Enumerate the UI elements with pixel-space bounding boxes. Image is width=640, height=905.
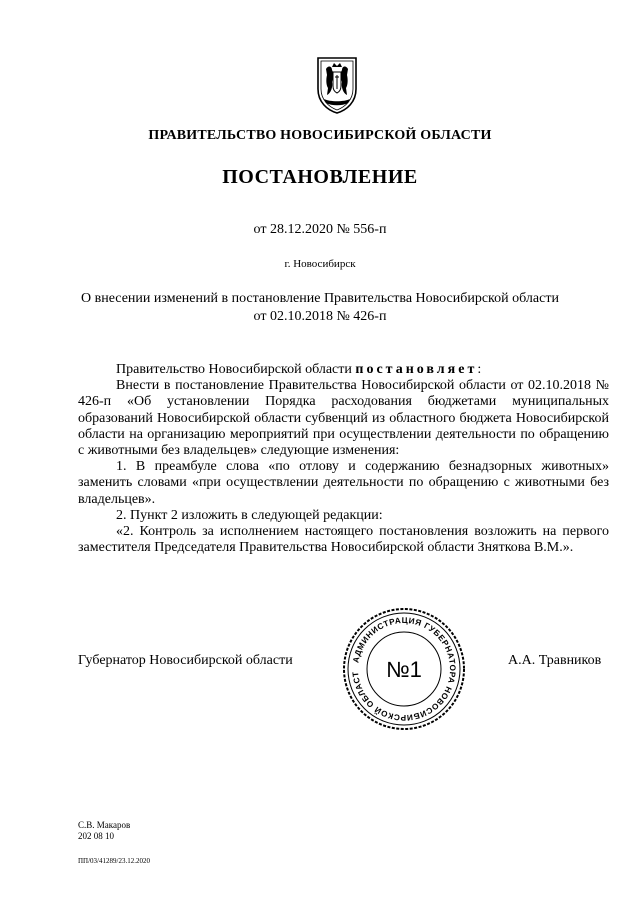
paragraph-item-2: 2. Пункт 2 изложить в следующей редакции:	[116, 507, 383, 523]
intro-paragraph	[78, 362, 609, 378]
executor-name: С.В. Макаров	[78, 820, 131, 830]
signatory-title: Губернатор Новосибирской области	[78, 653, 293, 668]
paragraph-amendment: Внести в постановление Правительства Новосибирской области от 02.10.2018 № 426-п «Об установлении Порядка расходования бюджетами муниципальных образований Новосибирской области субвенций из областного бюджета Новосибирской области на организацию мероприятий при осуществлении деятельности по обращению с животными без владельцев» следующие изменения:	[78, 378, 609, 459]
document-body	[78, 362, 609, 556]
city-label: г. Новосибирск	[284, 258, 356, 270]
executor-phone: 202 08 10	[78, 831, 114, 841]
intro-colon: :	[477, 362, 482, 377]
subject-line-2: от 02.10.2018 № 426-п	[253, 309, 387, 324]
signatory-name: А.А. Травников	[508, 653, 602, 668]
paragraph-item-1: 1. В преамбуле слова «по отлову и содержанию безнадзорных животных» заменить словами «при осуществлении деятельности по обращению с животными без владельцев».	[78, 459, 609, 507]
date-and-number: от 28.12.2020 № 556-п	[253, 222, 387, 237]
stamp-ring-text: АДМИНИСТРАЦИЯ ГУБЕРНАТОРА НОВОСИБИРСКОЙ ОБЛАСТ	[350, 615, 458, 723]
official-stamp	[340, 605, 468, 733]
document-type-title: ПОСТАНОВЛЕНИЕ	[222, 166, 418, 188]
organization-title: ПРАВИТЕЛЬСТВО НОВОСИБИРСКОЙ ОБЛАСТИ	[148, 128, 492, 143]
executor-info	[78, 820, 130, 842]
paragraph-new-item-2: «2. Контроль за исполнением настоящего постановления возложить на первого заместителя Председателя Правительства Новосибирской области Зняткова В.М.».	[78, 524, 609, 556]
intro-lead: Правительство Новосибирской области	[116, 362, 356, 377]
intro-verb: постановляет	[355, 362, 478, 377]
document-subject	[0, 290, 640, 326]
document-reference: ПП/03/41289/23.12.2020	[78, 857, 150, 865]
coat-of-arms-icon	[315, 55, 359, 115]
subject-line-1: О внесении изменений в постановление Правительства Новосибирской области	[81, 291, 559, 306]
stamp-number: №1	[386, 657, 422, 682]
